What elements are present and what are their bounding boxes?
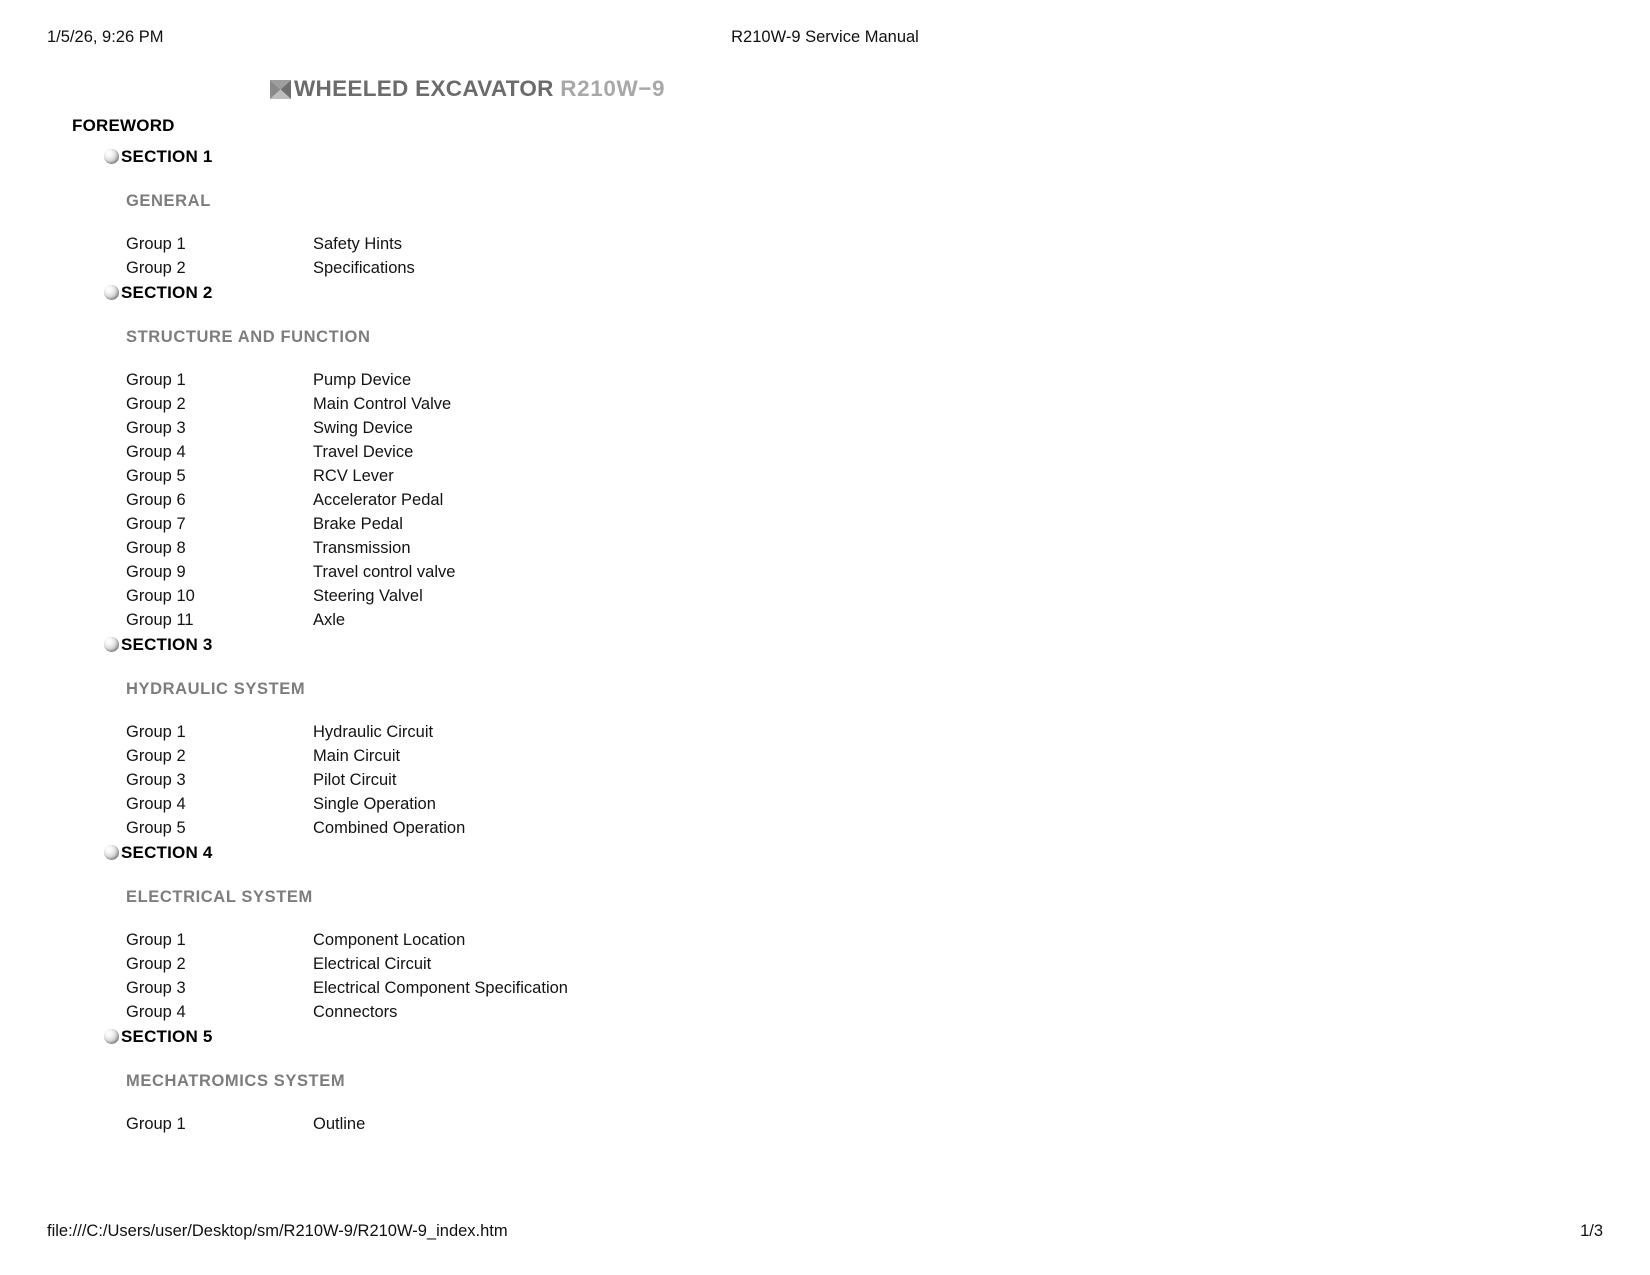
page-title-model: R210W−9 [560, 76, 666, 101]
group-name: Electrical Circuit [313, 955, 432, 973]
group-row-3-5[interactable] [0, 816, 1650, 840]
group-name: Outline [313, 1115, 366, 1133]
group-row-1-2[interactable] [0, 256, 1650, 280]
group-row-2-8[interactable] [0, 536, 1650, 560]
group-label: Group 1 [126, 723, 186, 741]
group-row-2-3[interactable] [0, 416, 1650, 440]
group-label: Group 1 [126, 1115, 186, 1133]
group-name: Single Operation [313, 795, 436, 813]
group-label: Group 3 [126, 771, 186, 789]
group-name: Specifications [313, 259, 415, 277]
group-label: Group 1 [126, 235, 186, 253]
section-block-3 [0, 632, 1650, 840]
gray-sphere-bullet-icon [104, 149, 119, 164]
group-row-4-4[interactable] [0, 1000, 1650, 1024]
foreword-heading: FOREWORD [72, 116, 175, 135]
group-label: Group 2 [126, 259, 186, 277]
page-title [0, 72, 1650, 108]
group-label: Group 10 [126, 587, 195, 605]
group-list [0, 1112, 1650, 1136]
group-row-2-5[interactable] [0, 464, 1650, 488]
spacer [0, 213, 1650, 232]
group-name: Main Control Valve [313, 395, 452, 413]
print-footer-file-path: file:///C:/Users/user/Desktop/sm/R210W-9/R210W-9_index.htm [47, 1222, 508, 1240]
group-name: Combined Operation [313, 819, 466, 837]
group-row-4-2[interactable] [0, 952, 1650, 976]
section-heading-4[interactable] [0, 840, 1650, 866]
group-label: Group 11 [126, 611, 194, 629]
group-row-4-1[interactable] [0, 928, 1650, 952]
group-label: Group 4 [126, 443, 186, 461]
page-title-main: WHEELED EXCAVATOR [294, 76, 554, 101]
group-label: Group 3 [126, 419, 186, 437]
group-row-3-4[interactable] [0, 792, 1650, 816]
group-label: Group 6 [126, 491, 186, 509]
group-label: Group 4 [126, 795, 186, 813]
group-name: Component Location [313, 931, 466, 949]
section-heading-2[interactable] [0, 280, 1650, 306]
group-row-2-11[interactable] [0, 608, 1650, 632]
section-title-3: HYDRAULIC SYSTEM [126, 680, 306, 698]
gray-sphere-bullet-icon [104, 845, 119, 860]
group-label: Group 5 [126, 467, 186, 485]
group-label: Group 1 [126, 371, 186, 389]
gray-sphere-bullet-icon [104, 1029, 119, 1044]
group-row-3-1[interactable] [0, 720, 1650, 744]
group-name: Main Circuit [313, 747, 401, 765]
spacer [0, 658, 1650, 677]
group-name: Accelerator Pedal [313, 491, 444, 509]
group-name: Travel control valve [313, 563, 456, 581]
spacer [0, 701, 1650, 720]
spacer [0, 1050, 1650, 1069]
group-name: Pilot Circuit [313, 771, 397, 789]
group-row-2-10[interactable] [0, 584, 1650, 608]
gray-sphere-bullet-icon [104, 285, 119, 300]
print-header [0, 28, 1650, 52]
section-title-4: ELECTRICAL SYSTEM [126, 888, 313, 906]
group-label: Group 9 [126, 563, 186, 581]
group-label: Group 3 [126, 979, 186, 997]
group-name: Safety Hints [313, 235, 402, 253]
section-list [0, 144, 1650, 1136]
group-name: Steering Valvel [313, 587, 423, 605]
spacer [0, 866, 1650, 885]
group-name: Swing Device [313, 419, 413, 437]
group-name: Travel Device [313, 443, 414, 461]
group-row-5-1[interactable] [0, 1112, 1650, 1136]
group-row-2-7[interactable] [0, 512, 1650, 536]
print-header-title: R210W-9 Service Manual [731, 28, 919, 46]
group-list [0, 928, 1650, 1024]
group-list [0, 232, 1650, 280]
group-name: Brake Pedal [313, 515, 403, 533]
group-row-1-1[interactable] [0, 232, 1650, 256]
group-row-3-2[interactable] [0, 744, 1650, 768]
section-title-5: MECHATROMICS SYSTEM [126, 1072, 346, 1090]
section-heading-label: SECTION 1 [121, 147, 213, 166]
group-name: Axle [313, 611, 346, 629]
group-label: Group 5 [126, 819, 186, 837]
group-list [0, 720, 1650, 840]
group-label: Group 7 [126, 515, 186, 533]
group-name: Connectors [313, 1003, 398, 1021]
gray-sphere-bullet-icon [104, 637, 119, 652]
group-row-2-1[interactable] [0, 368, 1650, 392]
group-label: Group 1 [126, 931, 186, 949]
spacer [0, 349, 1650, 368]
section-heading-label: SECTION 4 [121, 843, 213, 862]
group-name: Electrical Component Specification [313, 979, 568, 997]
section-heading-label: SECTION 3 [121, 635, 213, 654]
group-list [0, 368, 1650, 632]
group-row-4-3[interactable] [0, 976, 1650, 1000]
section-block-1 [0, 144, 1650, 280]
group-label: Group 4 [126, 1003, 186, 1021]
group-name: Hydraulic Circuit [313, 723, 434, 741]
group-row-2-6[interactable] [0, 488, 1650, 512]
section-heading-label: SECTION 5 [121, 1027, 213, 1046]
group-row-2-9[interactable] [0, 560, 1650, 584]
section-title-1: GENERAL [126, 192, 211, 210]
section-heading-3[interactable] [0, 632, 1650, 658]
group-row-2-4[interactable] [0, 440, 1650, 464]
spacer [0, 909, 1650, 928]
section-block-5 [0, 1024, 1650, 1136]
print-footer [0, 1222, 1650, 1246]
print-header-timestamp: 1/5/26, 9:26 PM [47, 28, 164, 46]
group-label: Group 2 [126, 955, 186, 973]
spacer [0, 306, 1650, 325]
broken-image-placeholder-icon [270, 80, 291, 99]
group-label: Group 8 [126, 539, 186, 557]
group-label: Group 2 [126, 747, 186, 765]
group-name: Pump Device [313, 371, 412, 389]
section-block-4 [0, 840, 1650, 1024]
section-heading-label: SECTION 2 [121, 283, 213, 302]
group-row-3-3[interactable] [0, 768, 1650, 792]
section-title-2: STRUCTURE AND FUNCTION [126, 328, 371, 346]
section-heading-5[interactable] [0, 1024, 1650, 1050]
group-name: Transmission [313, 539, 411, 557]
spacer [0, 170, 1650, 189]
section-block-2 [0, 280, 1650, 632]
spacer [0, 1093, 1650, 1112]
group-label: Group 2 [126, 395, 186, 413]
group-name: RCV Lever [313, 467, 394, 485]
print-footer-page-number: 1/3 [1580, 1222, 1603, 1240]
group-row-2-2[interactable] [0, 392, 1650, 416]
section-heading-1[interactable] [0, 144, 1650, 170]
document-body [0, 72, 1650, 1133]
